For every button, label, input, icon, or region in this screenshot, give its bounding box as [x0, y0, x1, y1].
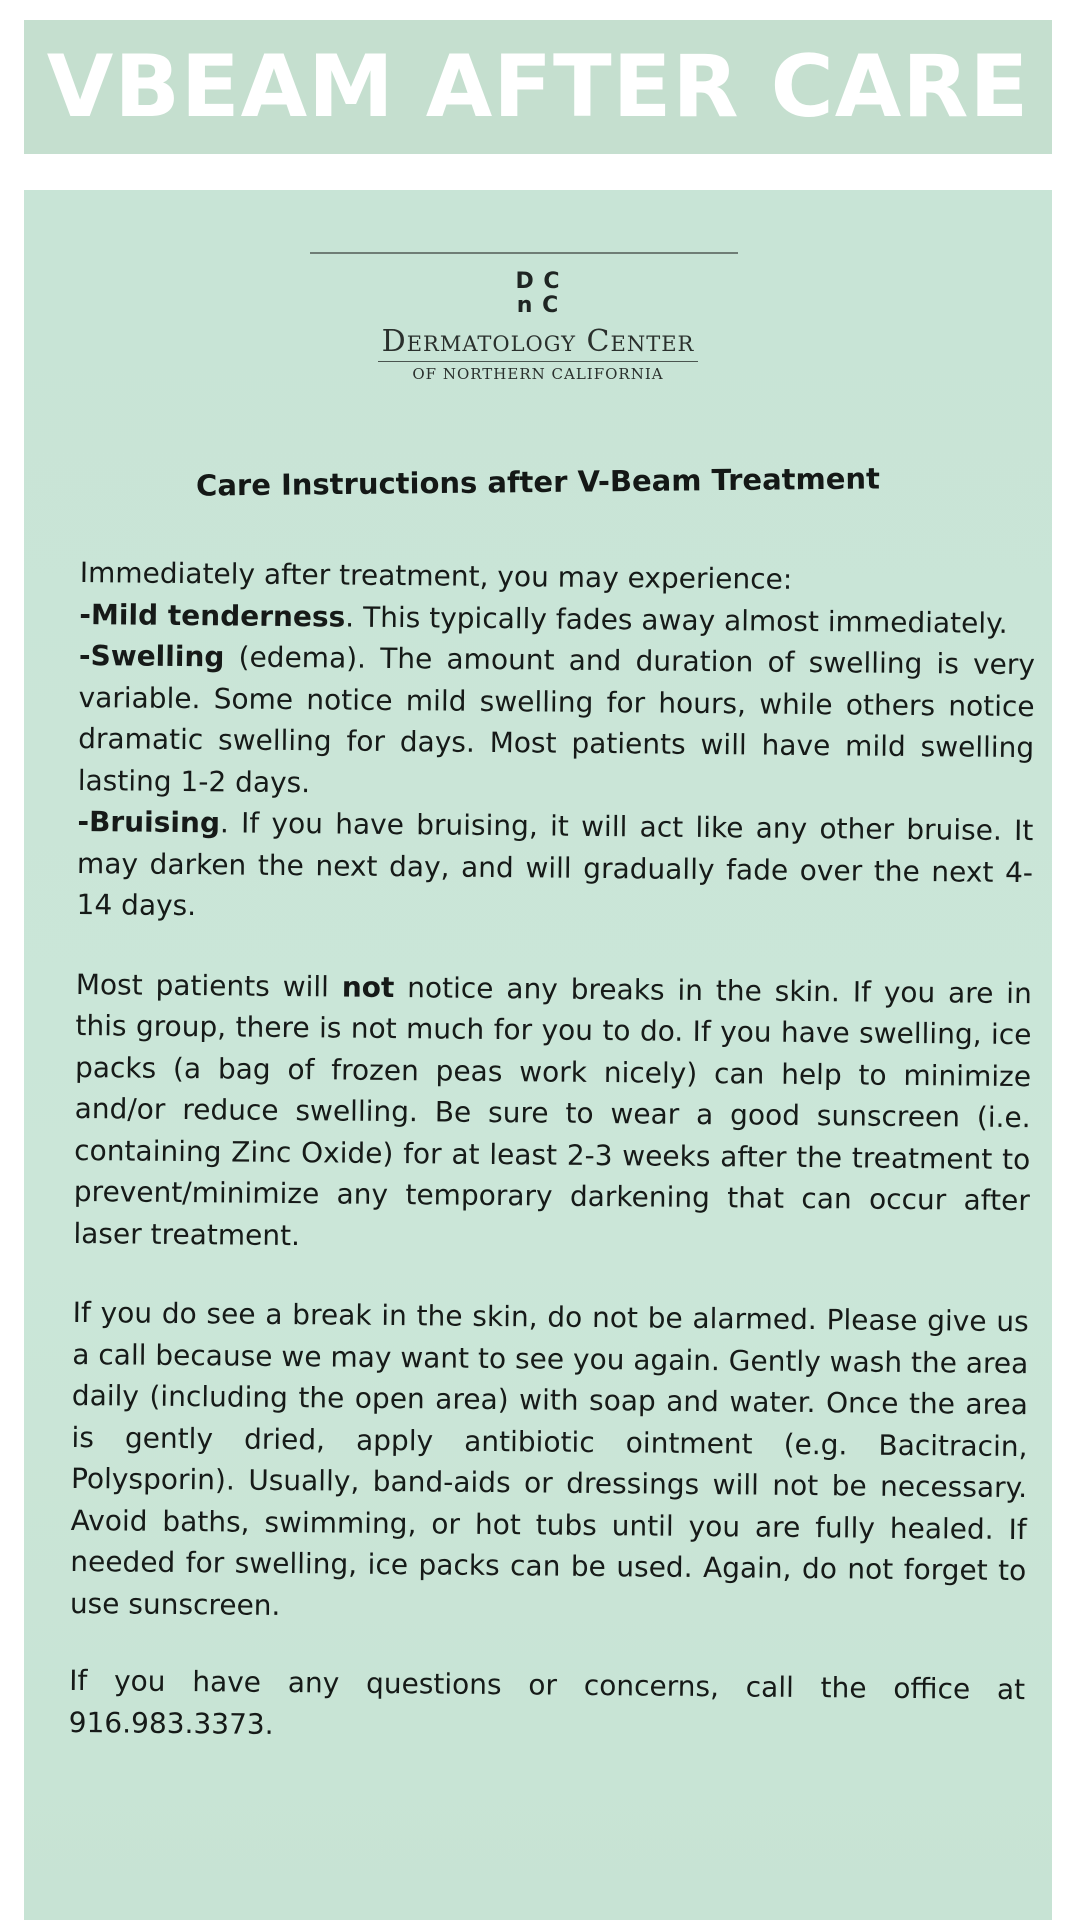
logo-mark-top: D C: [515, 269, 561, 294]
swelling-item: [78, 635, 1036, 810]
logo-divider: [310, 252, 738, 254]
swelling-label: -Swelling: [78, 638, 225, 674]
bruising-label: -Bruising: [77, 804, 221, 840]
header-banner: [24, 20, 1052, 154]
no-breaks-paragraph: [73, 963, 1032, 1263]
document-title: Care Instructions after V-Beam Treatment: [195, 461, 881, 503]
clinic-name: Dermatology Center: [378, 324, 699, 362]
para2-start: Most patients will: [75, 967, 342, 1004]
bruising-text: . If you have bruising, it will act like any other bruise. It may darken the next day, and will gradually fade over the next 4-14 days.: [76, 806, 1034, 923]
clinic-logo: [24, 270, 1052, 383]
para2-rest: notice any breaks in the skin. If you are in this group, there is not much for you to do. If you have swelling, ice packs (a bag of frozen peas work nicely) can help to minimize and/or reduce swelling. Be sure to wear a good sunscreen (i.e. containing Zinc Oxide) for at least 2-3 weeks after the treatment to prevent/minimize any temporary darkening that can occur after laser treatment.: [73, 970, 1032, 1252]
intro-text: Immediately after treatment, you may experience:: [79, 555, 793, 596]
banner-title: VBEAM AFTER CARE: [46, 37, 1030, 137]
tenderness-text: . This typically fades away almost immediately.: [345, 600, 1008, 640]
document-body: [69, 552, 1036, 1752]
bruising-item: [76, 801, 1033, 935]
clinic-subtitle: OF NORTHERN CALIFORNIA: [412, 365, 664, 383]
swelling-text: (edema). The amount and duration of swelling is very variable. Some notice mild swelling for hours, while others notice dramatic swelling for days. Most patients will have mild swelling lasting 1-2 days.: [77, 640, 1036, 799]
para2-bold: not: [341, 970, 395, 1004]
contact-paragraph: If you have any questions or concerns, call the office at 916.983.3373.: [68, 1663, 1026, 1741]
tenderness-label: -Mild tenderness: [79, 597, 346, 634]
logo-mark-bottom: n C: [516, 293, 560, 318]
skin-break-paragraph: If you do see a break in the skin, do not be alarmed. Please give us a call because we may want to see you again. Gently wash the area daily (including the open area) with soap and water. Once the area is gently dried, apply antibiotic ointment (e.g. Bacitracin, Polysporin). Usually, band-aids or dressings will not be necessary. Avoid baths, swimming, or hot tubs until you are fully healed. If needed for swelling, ice packs can be used. Again, do not forget to use sunscreen.: [69, 1295, 1029, 1622]
care-instructions-sheet: [24, 190, 1052, 1920]
